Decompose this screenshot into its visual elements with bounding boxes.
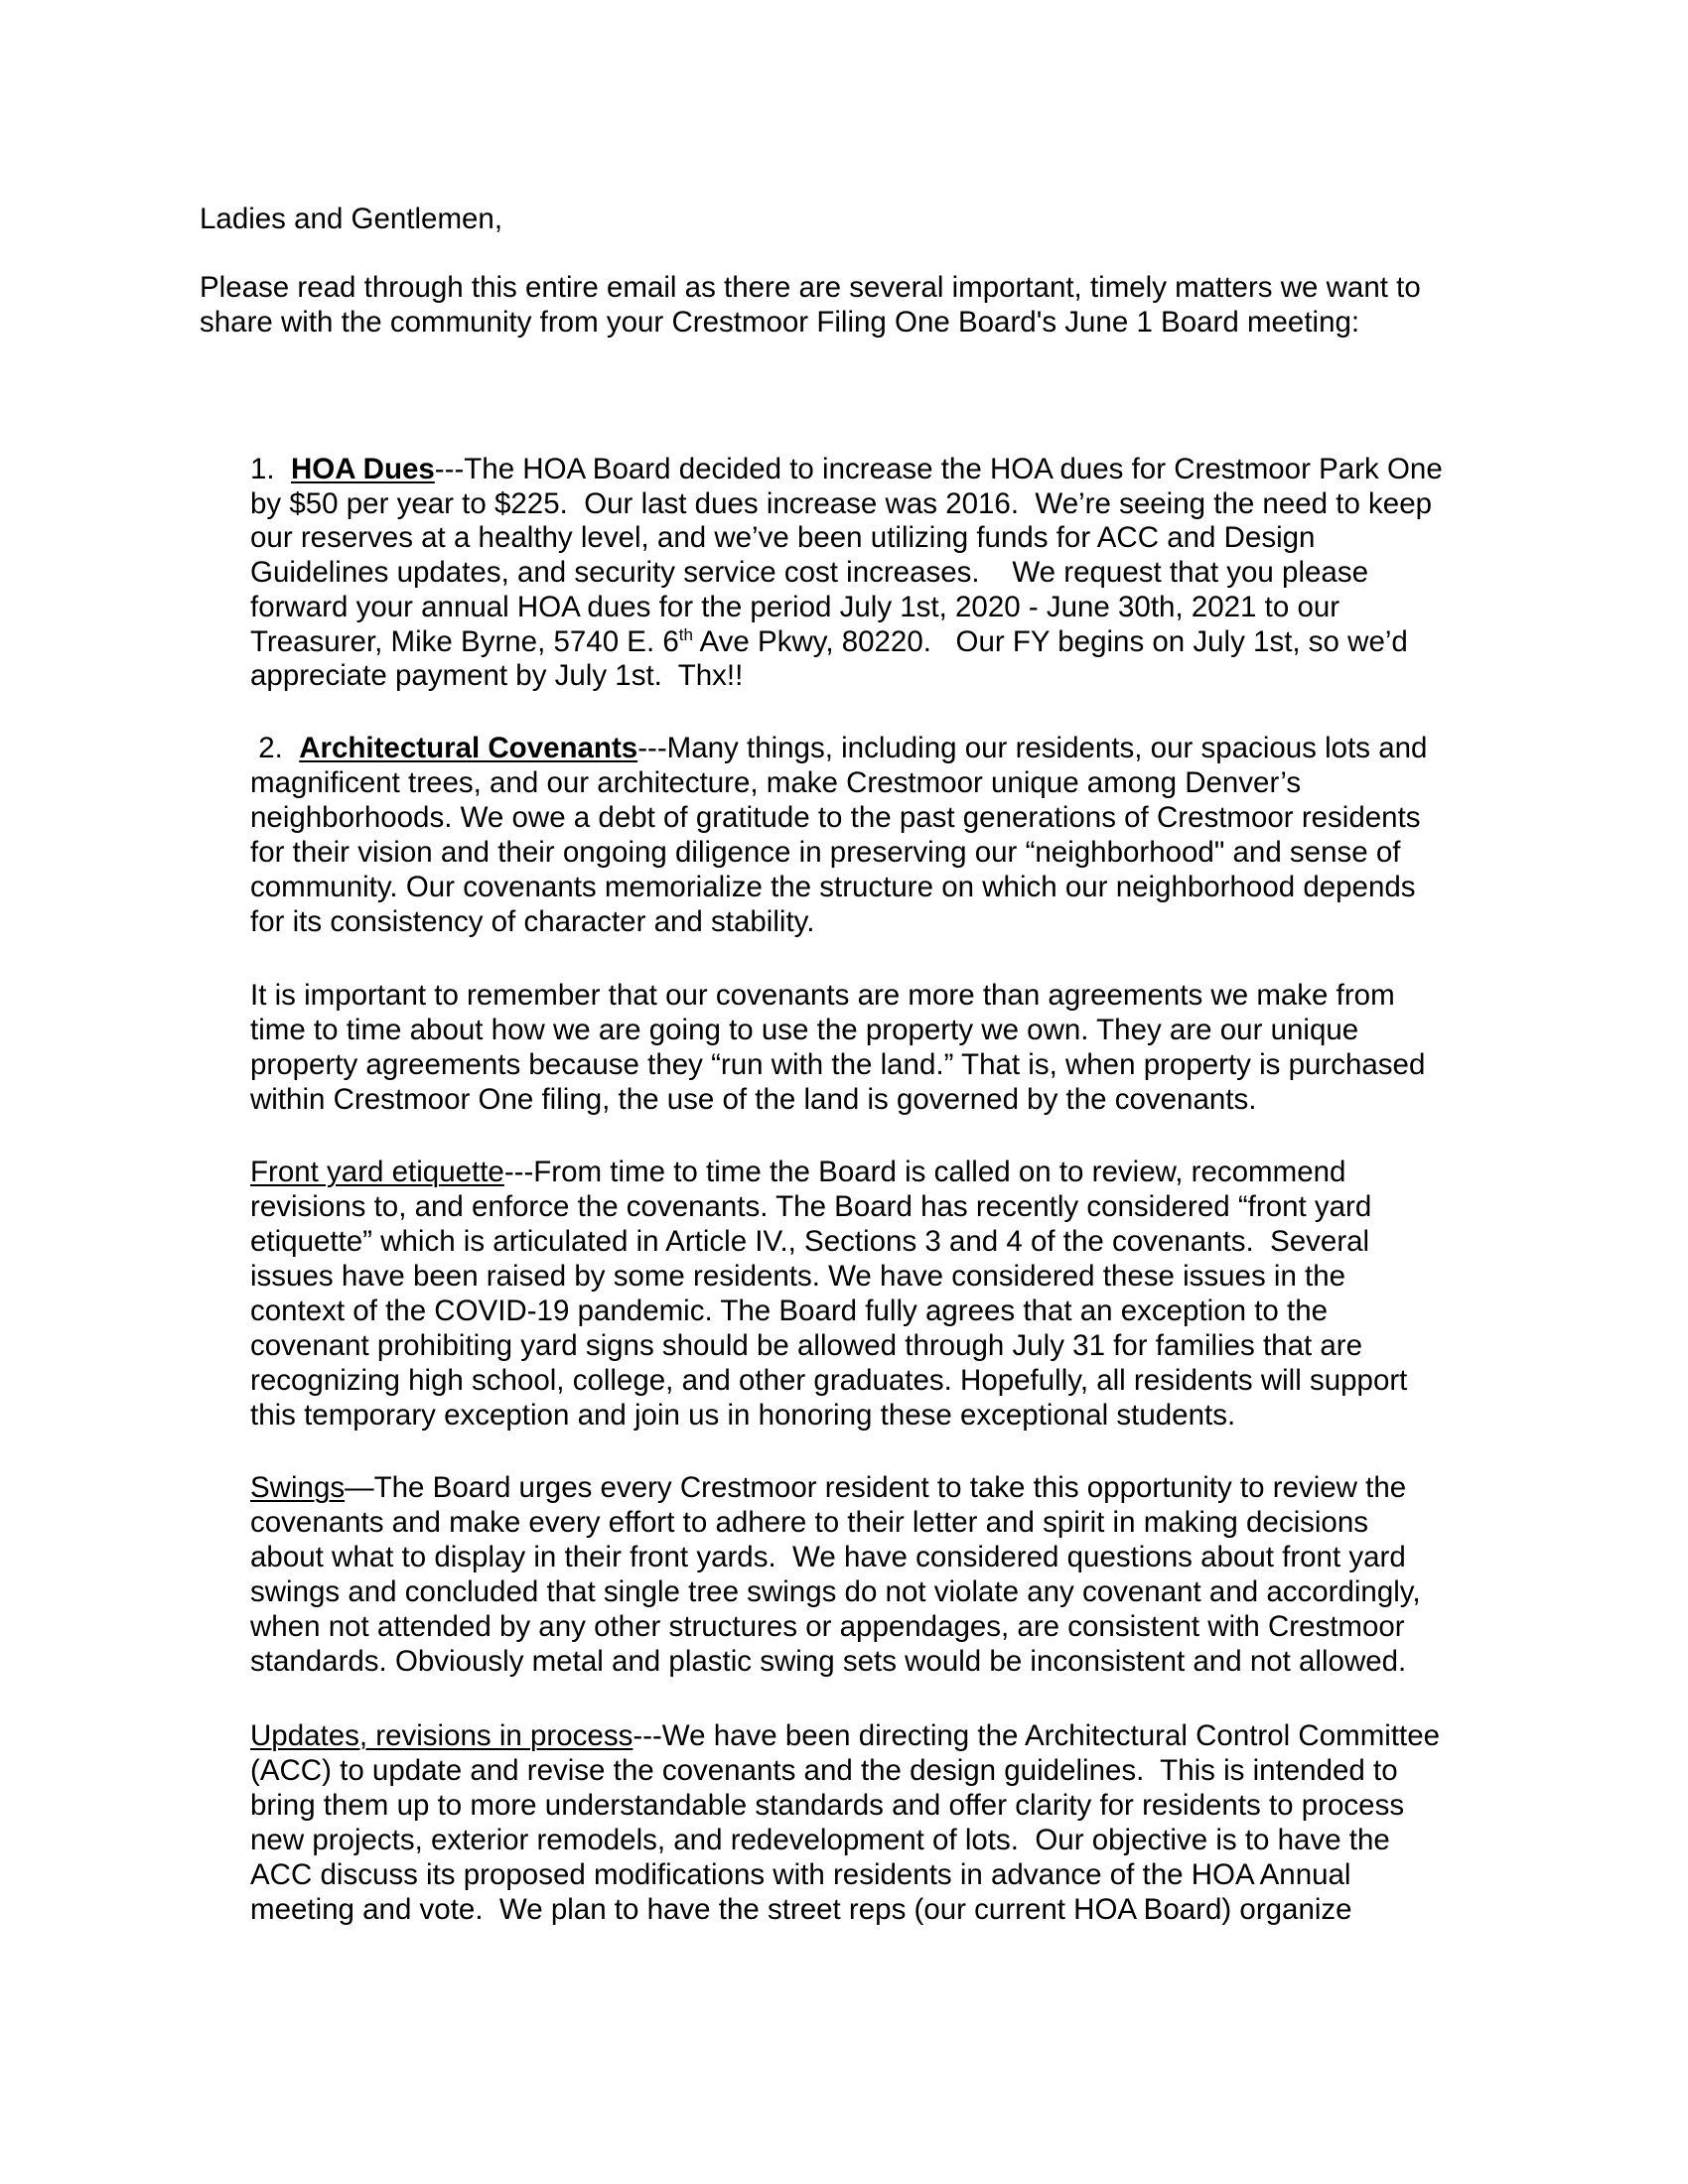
paragraph-line: community. Our covenants memorialize the structure on which our neighborhood depends bbox=[250, 871, 1416, 903]
paragraph-text: —The Board urges every Crestmoor resident to take this opportunity to review the bbox=[345, 1471, 1407, 1504]
paragraph-line: for its consistency of character and stability. bbox=[250, 905, 815, 938]
paragraph-line: context of the COVID-19 pandemic. The Board fully agrees that an exception to the bbox=[250, 1295, 1329, 1327]
paragraph-line: covenant prohibiting yard signs should be allowed through July 31 for families that are bbox=[250, 1329, 1363, 1362]
paragraph-line: within Crestmoor One filing, the use of the land is governed by the covenants. bbox=[250, 1083, 1257, 1116]
paragraph-line: time to time about how we are going to use the property we own. They are our unique bbox=[250, 1014, 1359, 1046]
paragraph-line: this temporary exception and join us in honoring these exceptional students. bbox=[250, 1399, 1236, 1432]
paragraph-line: Guidelines updates, and security service cost increases. We request that you please bbox=[250, 556, 1368, 590]
paragraph-line: etiquette” which is articulated in Article IV., Sections 3 and 4 of the covenants. Several bbox=[250, 1225, 1370, 1258]
paragraph-line: bring them up to more understandable standards and offer clarity for residents to process bbox=[250, 1789, 1405, 1822]
paragraph-line: magnificent trees, and our architecture, make Crestmoor unique among Denver’s bbox=[250, 766, 1302, 799]
swings-first-line bbox=[250, 1470, 1406, 1505]
list-number: 1. bbox=[250, 453, 291, 485]
section-heading-hoa-dues: HOA Dues bbox=[291, 453, 435, 485]
ordinal-superscript: th bbox=[678, 624, 693, 644]
subheading-front-yard-etiquette: Front yard etiquette bbox=[250, 1156, 504, 1188]
front-yard-etiquette-first-line bbox=[250, 1155, 1345, 1189]
paragraph-line: covenants and make every effort to adhere to their letter and spirit in making decisions bbox=[250, 1506, 1368, 1539]
paragraph-line: for their vision and their ongoing diligence in preserving our “neighborhood" and sense of bbox=[250, 836, 1401, 869]
paragraph-line: It is important to remember that our covenants are more than agreements we make from bbox=[250, 979, 1395, 1012]
paragraph-text: ---The HOA Board decided to increase the HOA dues for Crestmoor Park One bbox=[434, 453, 1443, 485]
paragraph-text: ---Many things, including our residents, our spacious lots and bbox=[637, 732, 1428, 764]
paragraph-line: revisions to, and enforce the covenants. The Board has recently considered “front yard bbox=[250, 1190, 1372, 1223]
paragraph-line: ACC discuss its proposed modifications with residents in advance of the HOA Annual bbox=[250, 1858, 1351, 1891]
section-heading-architectural-covenants: Architectural Covenants bbox=[299, 732, 638, 764]
subheading-updates-revisions: Updates, revisions in process bbox=[250, 1719, 633, 1752]
section-architectural-covenants-first-line bbox=[250, 731, 1427, 765]
updates-first-line bbox=[250, 1718, 1440, 1753]
paragraph-line: swings and concluded that single tree swings do not violate any covenant and accordingly, bbox=[250, 1575, 1421, 1608]
paragraph-line: neighborhoods. We owe a debt of gratitude to the past generations of Crestmoor residents bbox=[250, 801, 1421, 834]
intro-line: share with the community from your Crestmoor Filing One Board's June 1 Board meeting: bbox=[200, 306, 1360, 339]
paragraph-line: about what to display in their front yards. We have considered questions about front yard bbox=[250, 1541, 1406, 1573]
paragraph-line: appreciate payment by July 1st. Thx!! bbox=[250, 659, 744, 693]
section-hoa-dues-first-line bbox=[250, 452, 1443, 486]
paragraph-line: standards. Obviously metal and plastic swing sets would be inconsistent and not allowed. bbox=[250, 1645, 1407, 1678]
address-text: Treasurer, Mike Byrne, 5740 E. 6 bbox=[250, 624, 679, 658]
paragraph-line: meeting and vote. We plan to have the street reps (our current HOA Board) organize bbox=[250, 1893, 1352, 1926]
paragraph-text: ---From time to time the Board is called on to review, recommend bbox=[503, 1156, 1346, 1188]
address-text: Ave Pkwy, 80220. Our FY begins on July 1st, so we’d bbox=[692, 624, 1408, 658]
paragraph-line: our reserves at a healthy level, and we’ve been utilizing funds for ACC and Design bbox=[250, 521, 1316, 555]
list-number: 2. bbox=[250, 732, 300, 764]
paragraph-line: when not attended by any other structures or appendages, are consistent with Crestmoor bbox=[250, 1610, 1405, 1643]
paragraph-text: ---We have been directing the Architectural Control Committee bbox=[633, 1719, 1441, 1752]
paragraph-line: forward your annual HOA dues for the period July 1st, 2020 - June 30th, 2021 to our bbox=[250, 590, 1340, 623]
paragraph-line: issues have been raised by some residents. We have considered these issues in the bbox=[250, 1260, 1346, 1293]
greeting: Ladies and Gentlemen, bbox=[200, 203, 503, 235]
paragraph-line: new projects, exterior remodels, and redevelopment of lots. Our objective is to have the bbox=[250, 1824, 1390, 1856]
paragraph-line: by $50 per year to $225. Our last dues increase was 2016. We’re seeing the need to keep bbox=[250, 486, 1433, 520]
intro-line: Please read through this entire email as there are several important, timely matters we want to bbox=[200, 271, 1421, 304]
paragraph-line: property agreements because they “run with the land.” That is, when property is purchased bbox=[250, 1048, 1426, 1081]
paragraph-line-address bbox=[250, 624, 1408, 659]
paragraph-line: recognizing high school, college, and other graduates. Hopefully, all residents will support bbox=[250, 1364, 1408, 1397]
paragraph-line: (ACC) to update and revise the covenants and the design guidelines. This is intended to bbox=[250, 1754, 1398, 1787]
subheading-swings: Swings bbox=[250, 1471, 346, 1504]
